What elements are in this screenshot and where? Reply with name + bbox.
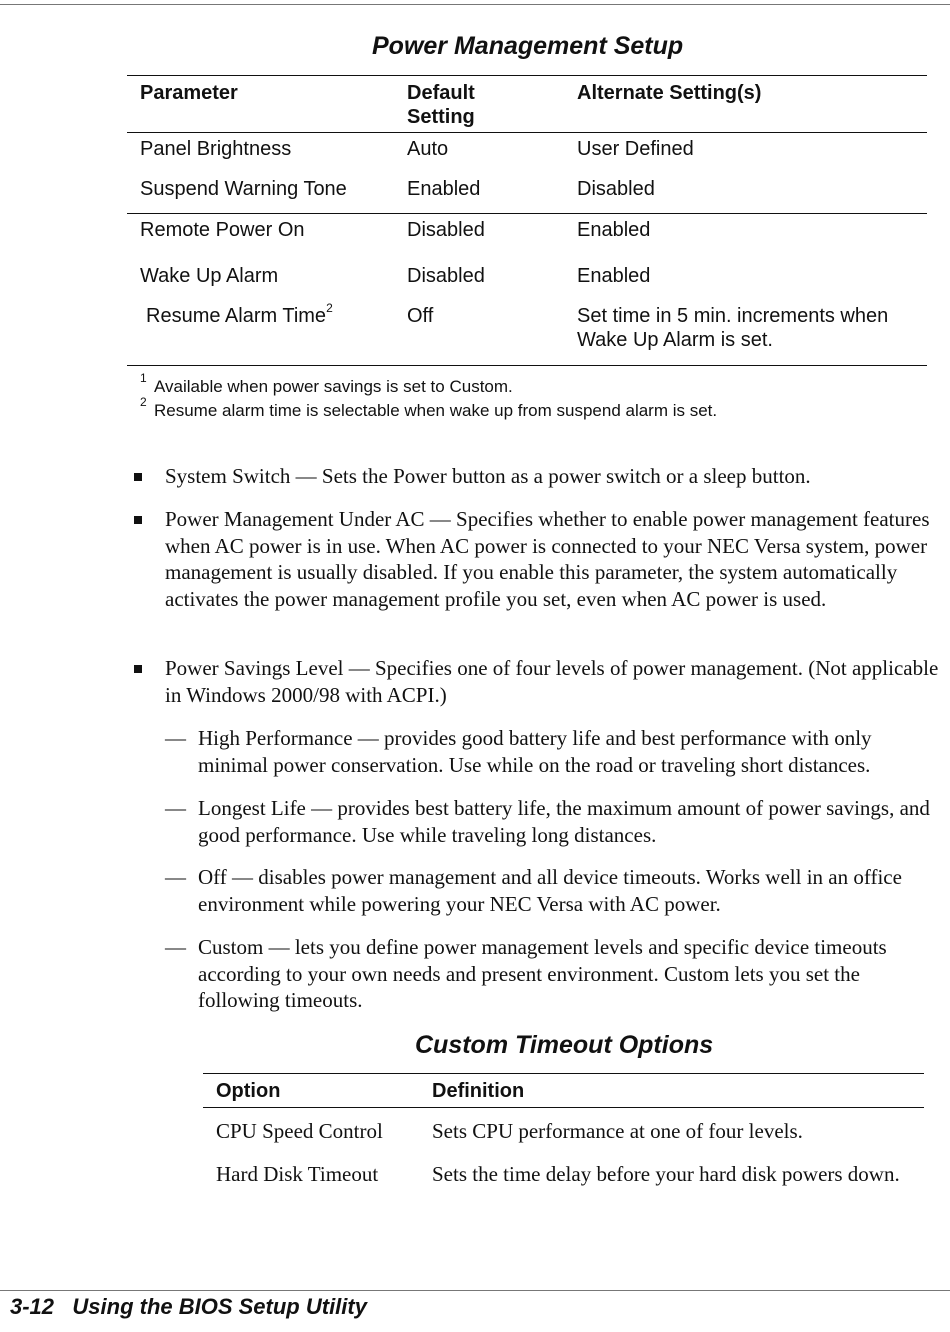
table-cell-default: Disabled	[407, 265, 485, 287]
resume-alarm-label: Resume Alarm Time	[146, 305, 327, 327]
footnote	[140, 371, 513, 398]
bullet-marker	[134, 665, 142, 673]
sub-item-paragraph: Custom — lets you define power management levels and specific device timeouts according to your own needs and present environment. Custom lets you set the following timeouts.	[198, 935, 887, 1012]
header-parameter: Parameter	[140, 82, 238, 104]
header-alternate: Alternate Setting(s)	[577, 82, 762, 104]
header-definition: Definition	[432, 1080, 525, 1102]
table-cell-default: Disabled	[407, 219, 485, 241]
footnote-mark: 2	[140, 395, 147, 409]
footer-rule	[0, 1290, 950, 1291]
table-cell-definition: Sets the time delay before your hard disk powers down.	[432, 1162, 900, 1186]
table-rule	[203, 1107, 924, 1108]
page-footer	[10, 1294, 367, 1320]
power-table-title: Power Management Setup	[372, 32, 684, 60]
table-rule	[127, 75, 927, 76]
table-cell-alternate: Disabled	[577, 178, 655, 200]
table-cell-alternate: User Defined	[577, 138, 694, 160]
table-cell-option: Hard Disk Timeout	[216, 1162, 379, 1186]
table-cell-alternate: Set time in 5 min. increments when	[577, 305, 889, 327]
bullet-paragraph: Power Savings Level — Specifies one of four levels of power management. (Not applicable in Windows 2000/98 with ACPI.)	[165, 656, 939, 707]
header-default-line1: Default	[407, 82, 475, 104]
table-cell-alternate: Wake Up Alarm is set.	[577, 329, 773, 351]
table-cell-alternate: Enabled	[577, 265, 651, 287]
sub-item-paragraph: Off — disables power management and all device timeouts. Works well in an office environment while powering your NEC Versa with AC power.	[198, 865, 902, 916]
table-cell-option: CPU Speed Control	[216, 1119, 383, 1143]
table-cell-default: Auto	[407, 138, 449, 160]
footnote-text: Resume alarm time is selectable when wake up from suspend alarm is set.	[154, 401, 718, 420]
table-cell-default: Off	[407, 305, 434, 327]
footnote-text: Available when power savings is set to Custom.	[154, 377, 513, 396]
table-rule	[127, 365, 927, 366]
table-cell-parameter: Wake Up Alarm	[140, 265, 279, 287]
bullet-marker	[134, 473, 142, 481]
table-cell-alternate: Enabled	[577, 219, 651, 241]
top-rule	[0, 4, 950, 5]
bullet-marker	[134, 516, 142, 524]
footnote	[140, 395, 718, 422]
table-cell-default: Enabled	[407, 178, 481, 200]
sub-item-paragraph: Longest Life — provides best battery life, the maximum amount of power savings, and good performance. Use while traveling long distances.	[198, 796, 930, 847]
table-cell-definition: Sets CPU performance at one of four levels.	[432, 1119, 803, 1143]
table-rule	[127, 213, 927, 214]
table-cell-parameter	[146, 301, 333, 328]
page-number: 3-12	[10, 1294, 55, 1319]
footnote-ref: 2	[326, 301, 333, 316]
bullet-paragraph: Power Management Under AC — Specifies whether to enable power management features when AC power is in use. When AC power is connected to your NEC Versa system, power management is usually disabled. If you enable this parameter, the system automatically activates the power management profile you set, even when AC power is used.	[165, 507, 930, 611]
footnote-mark: 1	[140, 371, 147, 385]
section-title: Using the BIOS Setup Utility	[72, 1294, 367, 1319]
table-cell-parameter: Panel Brightness	[140, 138, 292, 160]
dash-marker: —	[165, 865, 186, 889]
dash-marker: —	[165, 935, 186, 959]
dash-marker: —	[165, 726, 186, 750]
header-default-line2: Setting	[407, 106, 475, 128]
table-rule	[127, 132, 927, 133]
table-cell-parameter: Suspend Warning Tone	[140, 178, 347, 200]
table-cell-parameter: Remote Power On	[140, 219, 305, 241]
header-option: Option	[216, 1080, 281, 1102]
sub-item-paragraph: High Performance — provides good battery life and best performance with only minimal power conservation. Use while on the road or traveling short distances.	[198, 726, 872, 777]
custom-table-title: Custom Timeout Options	[415, 1031, 714, 1059]
dash-marker: —	[165, 796, 186, 820]
table-rule	[203, 1073, 924, 1074]
bullet-paragraph: System Switch — Sets the Power button as a power switch or a sleep button.	[165, 464, 811, 488]
